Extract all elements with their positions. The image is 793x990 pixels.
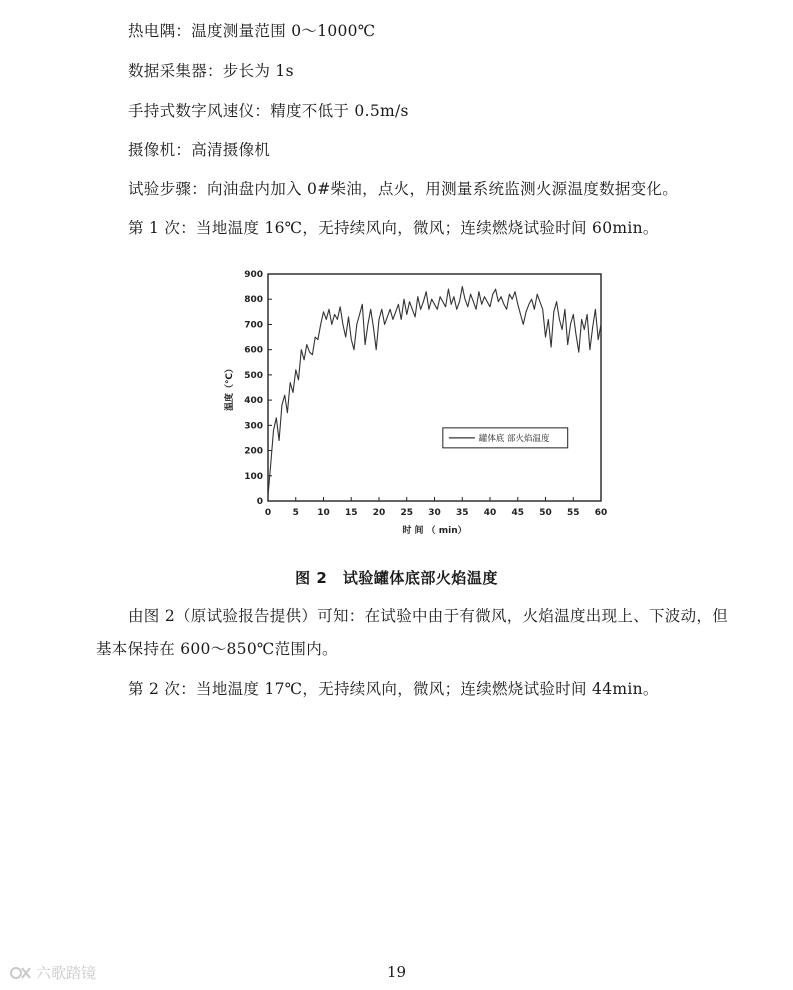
x-axis-label: 时 间 （ min） xyxy=(402,526,467,536)
y-tick-label: 700 xyxy=(244,320,263,331)
first-trial-line: 第 1 次：当地温度 16℃，无持续风向，微风；连续燃烧试验时间 60min。 xyxy=(128,219,659,237)
temperature-chart xyxy=(210,258,610,540)
y-tick-label: 100 xyxy=(244,471,263,482)
second-trial-line: 第 2 次：当地温度 17℃，无持续风向，微风；连续燃烧试验时间 44min。 xyxy=(128,680,659,698)
y-tick-label: 300 xyxy=(244,421,263,432)
x-tick-label: 60 xyxy=(594,508,608,518)
chart-series xyxy=(268,287,601,496)
series-line-0 xyxy=(268,287,601,496)
spec-line-camera: 摄像机：高清摄像机 xyxy=(128,141,271,159)
y-tick-label: 400 xyxy=(244,396,263,407)
x-tick-label: 45 xyxy=(511,508,525,518)
figure-caption: 图 2 试验罐体底部火焰温度 xyxy=(295,569,498,587)
y-tick-label: 900 xyxy=(244,270,263,280)
x-tick-label: 0 xyxy=(264,508,272,518)
plot-frame xyxy=(268,274,601,501)
y-tick-label: 600 xyxy=(244,345,263,356)
spec-line-thermocouple: 热电隅：温度测量范围 0～1000℃ xyxy=(128,22,376,40)
x-tick-label: 55 xyxy=(566,508,580,518)
spec-line-data-logger: 数据采集器：步长为 1s xyxy=(128,62,294,80)
y-tick-label: 500 xyxy=(244,370,263,381)
x-tick-label: 15 xyxy=(344,508,358,518)
chart-axes xyxy=(223,274,601,536)
page-number: 19 xyxy=(386,963,407,981)
y-tick-label: 200 xyxy=(244,446,263,457)
chart-legend xyxy=(443,428,568,448)
watermark-text: 六歌踏镜 xyxy=(36,964,97,982)
x-tick-label: 10 xyxy=(317,508,330,518)
analysis-paragraph: 由图 2（原试验报告提供）可知：在试验中由于有微风，火焰温度出现上、下波动，但基本保持在 600～850℃范围内。 xyxy=(96,607,728,658)
x-tick-label: 5 xyxy=(292,508,299,518)
x-tick-label: 40 xyxy=(483,508,497,518)
y-tick-label: 0 xyxy=(256,497,263,507)
test-procedure-line: 试验步骤：向油盘内加入 0#柴油，点火，用测量系统监测火源温度数据变化。 xyxy=(128,180,679,198)
x-tick-label: 35 xyxy=(455,508,469,518)
y-axis-label: 温度（℃） xyxy=(225,364,235,411)
chart-ticks xyxy=(244,270,607,518)
y-tick-label: 800 xyxy=(244,295,263,306)
x-tick-label: 30 xyxy=(428,508,441,518)
x-tick-label: 50 xyxy=(539,508,552,518)
x-tick-label: 25 xyxy=(400,508,414,518)
x-tick-label: 20 xyxy=(372,508,386,518)
legend-label: 罐体底 部火焰温度 xyxy=(478,433,550,444)
spec-line-anemometer: 手持式数字风速仪：精度不低于 0.5m/s xyxy=(128,102,409,120)
